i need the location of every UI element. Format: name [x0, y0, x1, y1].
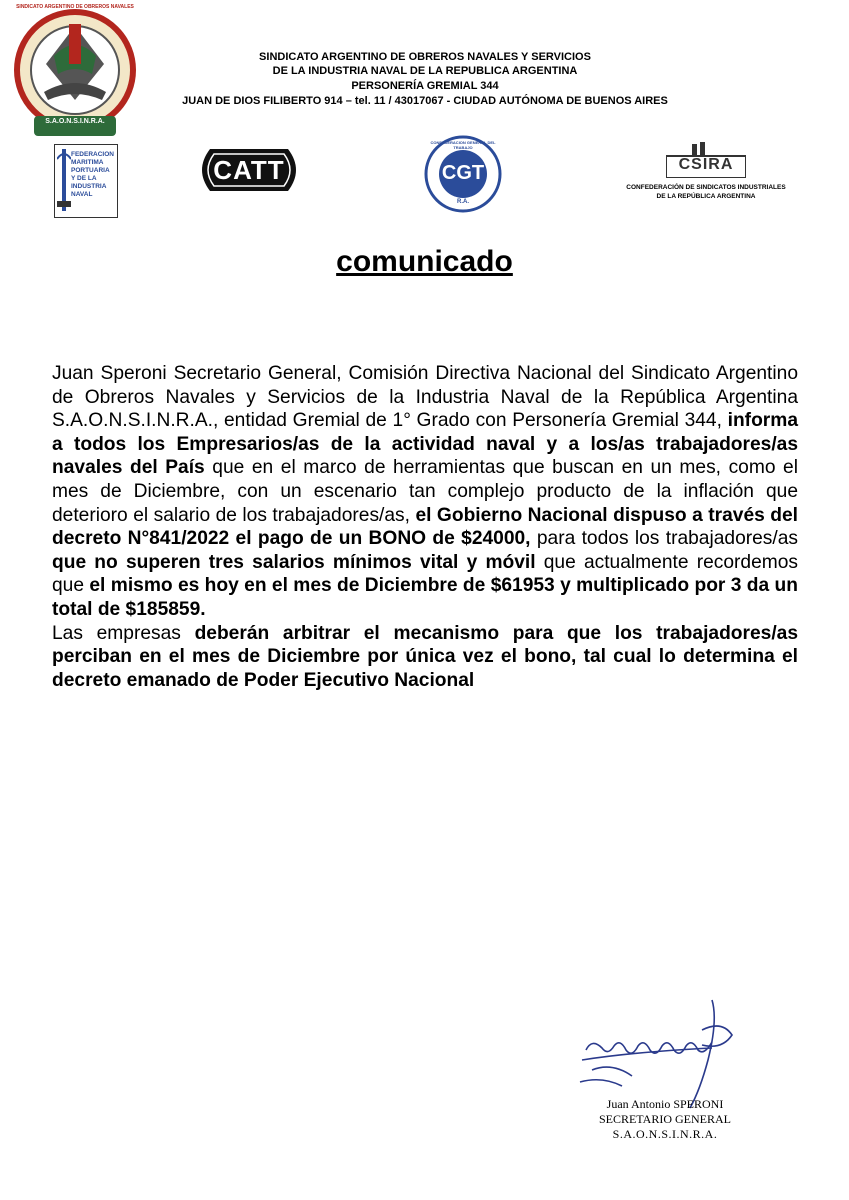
- union-seal-logo: [14, 4, 136, 142]
- federacion-line-2: MARITIMA: [71, 159, 104, 166]
- federacion-line-4: Y DE LA: [71, 175, 97, 182]
- union-seal-ring-text: SINDICATO ARGENTINO DE OBREROS NAVALES: [16, 4, 134, 10]
- paragraph-2: [52, 622, 798, 693]
- p1-text-2: que en el marco de herramientas que buscan en un mes, como el mes de Diciembre, con un escenario tan complejo producto de la inflación que deterioro el salario de los trabajadores/as,: [52, 457, 798, 526]
- p2-bold-1: deberán arbitrar el mecanismo para que los trabajadores/as perciban en el mes de Diciembre por única vez el bono, tal cual lo determina el decreto emanado de Poder Ejecutivo Nacional: [52, 622, 798, 691]
- csira-caption-line-1: CONFEDERACIÓN DE SINDICATOS INDUSTRIALES: [626, 184, 786, 191]
- p1-text-4: que actualmente recordemos que: [52, 551, 798, 597]
- header-line-1: SINDICATO ARGENTINO DE OBREROS NAVALES Y SERVICIOS: [259, 51, 591, 63]
- signature-block: [560, 1097, 770, 1142]
- p1-bold-3: que no superen tres salarios mínimos vital y móvil: [52, 551, 536, 573]
- federacion-line-3: PORTUARIA: [71, 167, 110, 174]
- signatory-role: SECRETARIO GENERAL: [598, 1112, 732, 1126]
- cgt-logo: [424, 135, 502, 213]
- communique-body: [52, 362, 798, 692]
- p1-text-3: para todos los trabajadores/as: [530, 528, 798, 550]
- document-title: comunicado: [336, 245, 513, 278]
- p1-bold-4: el mismo es hoy en el mes de Diciembre de $61953 y multiplicado por 3 da un total de $185859.: [52, 575, 798, 620]
- p1-text-1: Juan Speroni Secretario General, Comisión Directiva Nacional del Sindicato Argentino de Obreros Navales y Servicios de la Industria Naval de la República Argentina S.A.O.N.S.I.N.R.A., entidad Gremial de 1° Grado con Personería Gremial 344,: [52, 363, 798, 432]
- catt-text: CATT: [213, 155, 285, 185]
- union-seal-caption: S.A.O.N.S.I.N.R.A.: [45, 118, 105, 125]
- signatory-name: Juan Antonio SPERONI: [606, 1097, 724, 1111]
- federacion-line-5: INDUSTRIA NAVAL: [71, 183, 107, 198]
- csira-logo: [626, 142, 786, 204]
- handwritten-signature: [572, 990, 752, 1110]
- header-line-2: DE LA INDUSTRIA NAVAL DE LA REPUBLICA ARGENTINA: [272, 65, 578, 77]
- header-line-4: JUAN DE DIOS FILIBERTO 914 – tel. 11 / 43017067 - CIUDAD AUTÓNOMA DE BUENOS AIRES: [182, 95, 668, 107]
- paragraph-1: [52, 362, 798, 622]
- cgt-ring-text: CONFEDERACION GENERAL DEL TRABAJO: [430, 140, 496, 150]
- cgt-center-text: CGT: [441, 162, 485, 184]
- p1-bold-2: el Gobierno Nacional dispuso a través del decreto N°841/2022 el pago de un BONO de $24000,: [52, 504, 798, 550]
- cgt-bottom-text: R.A.: [457, 199, 469, 205]
- csira-caption-line-2: DE LA REPÚBLICA ARGENTINA: [656, 193, 756, 200]
- catt-logo: [192, 147, 306, 193]
- federacion-line-1: FEDERACION: [71, 151, 114, 158]
- signatory-org: S.A.O.N.S.I.N.R.A.: [612, 1127, 718, 1141]
- federacion-logo: [54, 144, 118, 218]
- p2-text-1: Las empresas: [52, 622, 195, 644]
- header-line-3: PERSONERÍA GREMIAL 344: [351, 80, 499, 92]
- csira-wordmark: CSIRA: [678, 156, 734, 173]
- p1-bold-1: informa a todos los Empresarios/as de la actividad naval y a los/as trabajadores/as navales del País: [52, 410, 798, 479]
